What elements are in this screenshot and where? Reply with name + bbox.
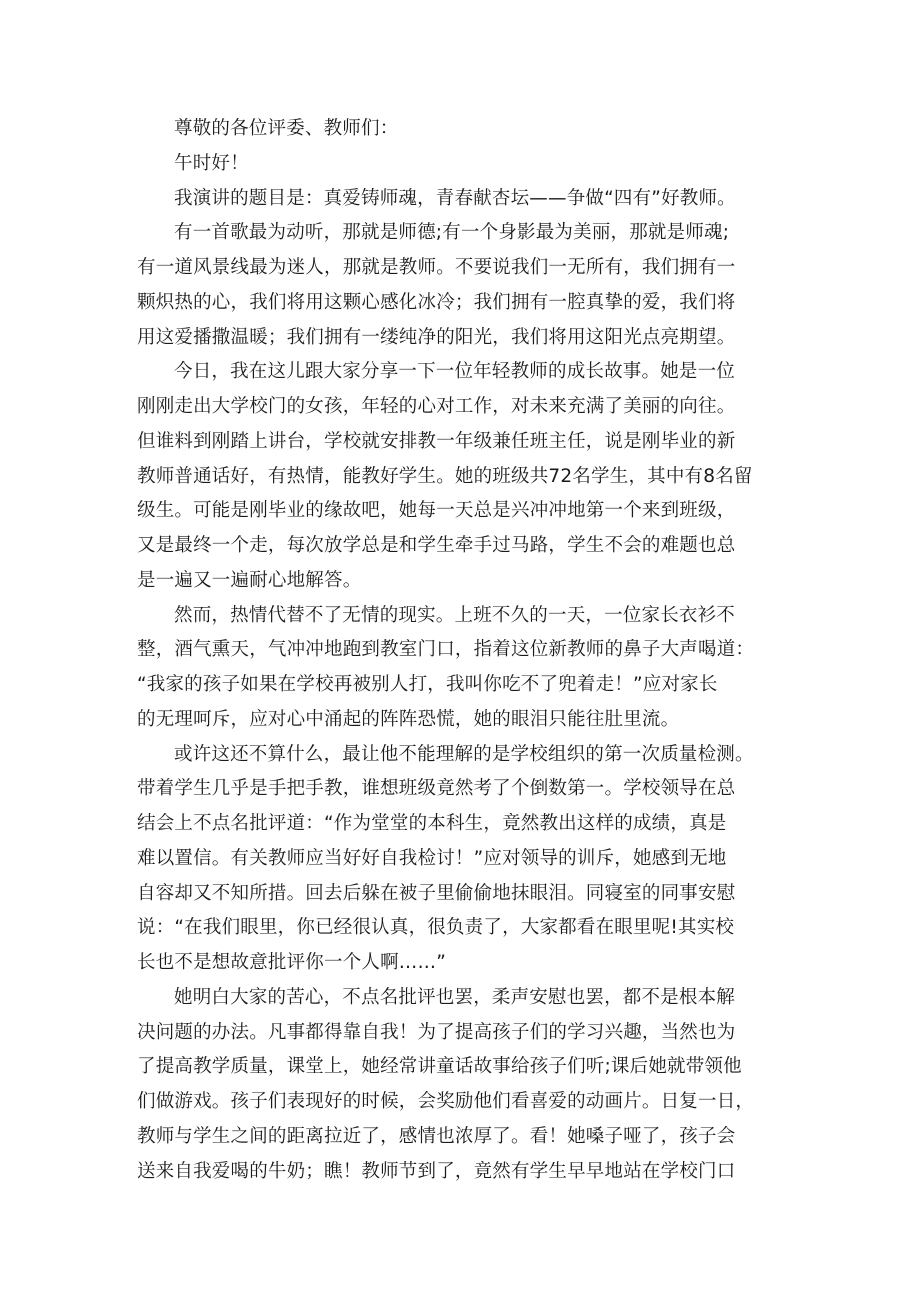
- text-line: 尊敬的各位评委、教师们：: [174, 118, 399, 139]
- text-line: 颗炽热的心，我们将用这颗心感化冰冷；我们拥有一腔真挚的爱，我们将: [137, 291, 736, 313]
- text-line: 整，酒气熏天，气冲冲地跑到教室门口，指着这位新教师的鼻子大声喝道：: [137, 639, 755, 661]
- text-line: 教师普通话好，有热情，能教好学生。她的班级共72名学生，其中有8名留: [137, 465, 753, 487]
- text-line: 但谁料到刚踏上讲台，学校就安排教一年级兼任班主任，说是刚毕业的新: [137, 430, 736, 452]
- text-line: 有一首歌最为动听，那就是师德;有一个身影最为美丽，那就是师魂;: [174, 222, 730, 244]
- text-line: 然而，热情代替不了无情的现实。上班不久的一天，一位家长衣衫不: [174, 604, 736, 626]
- text-line: “我家的孩子如果在学校再被别人打，我叫你吃不了兜着走！”应对家长: [137, 674, 718, 695]
- text-line: 今日，我在这儿跟大家分享一下一位年轻教师的成长故事。她是一位: [174, 361, 736, 383]
- text-line: 用这爱播撒温暖；我们拥有一缕纯净的阳光，我们将用这阳光点亮期望。: [137, 326, 736, 348]
- document-body: [137, 112, 787, 1189]
- text-line: 难以置信。有关教师应当好好自我检讨！”应对领导的训斥，她感到无地: [137, 847, 727, 869]
- text-line: 刚刚走出大学校门的女孩，年轻的心对工作，对未来充满了美丽的向往。: [137, 396, 736, 417]
- text-line: 午时好！: [174, 152, 249, 174]
- text-line: 是一遍又一遍耐心地解答。: [137, 569, 362, 591]
- text-line: 她明白大家的苦心，不点名批评也罢，柔声安慰也罢，都不是根本解: [174, 986, 736, 1008]
- text-line: 自容却又不知所措。回去后躲在被子里偷偷地抹眼泪。同寝室的同事安慰: [137, 882, 736, 904]
- text-line: 又是最终一个走，每次放学总是和学生牵手过马路，学生不会的难题也总: [137, 535, 736, 556]
- text-line: 决问题的办法。凡事都得靠自我！为了提高孩子们的学习兴趣，当然也为: [137, 1021, 736, 1043]
- text-line: 长也不是想故意批评你一个人啊……”: [137, 952, 446, 973]
- text-line: 了提高教学质量，课堂上，她经常讲童话故事给孩子们听;课后她就带领他: [137, 1056, 742, 1078]
- text-line: 教师与学生之间的距离拉近了，感情也浓厚了。看！她嗓子哑了，孩子会: [137, 1125, 736, 1147]
- text-line: 我演讲的题目是：真爱铸师魂，青春献杏坛——争做“四有”好教师。: [174, 187, 736, 209]
- text-line: 结会上不点名批评道：“作为堂堂的本科生，竟然教出这样的成绩，真是: [137, 813, 727, 834]
- text-line: 带着学生几乎是手把手教，谁想班级竟然考了个倒数第一。学校领导在总: [137, 778, 736, 800]
- text-line: 的无理呵斥，应对心中涌起的阵阵恐慌，她的眼泪只能往肚里流。: [137, 708, 680, 730]
- text-line: 送来自我爱喝的牛奶；瞧！教师节到了，竟然有学生早早地站在学校门口: [137, 1160, 736, 1182]
- text-line: 说：“在我们眼里，你已经很认真，很负责了，大家都看在眼里呢!其实校: [137, 917, 735, 939]
- text-line: 有一道风景线最为迷人，那就是教师。不要说我们一无所有，我们拥有一: [137, 257, 736, 278]
- text-line: 级生。可能是刚毕业的缘故吧，她每一天总是兴冲冲地第一个来到班级，: [137, 500, 736, 522]
- text-line: 们做游戏。孩子们表现好的时候，会奖励他们看喜爱的动画片。日复一日，: [137, 1091, 755, 1112]
- text-line: 或许这还不算什么，最让他不能理解的是学校组织的第一次质量检测。: [174, 743, 754, 765]
